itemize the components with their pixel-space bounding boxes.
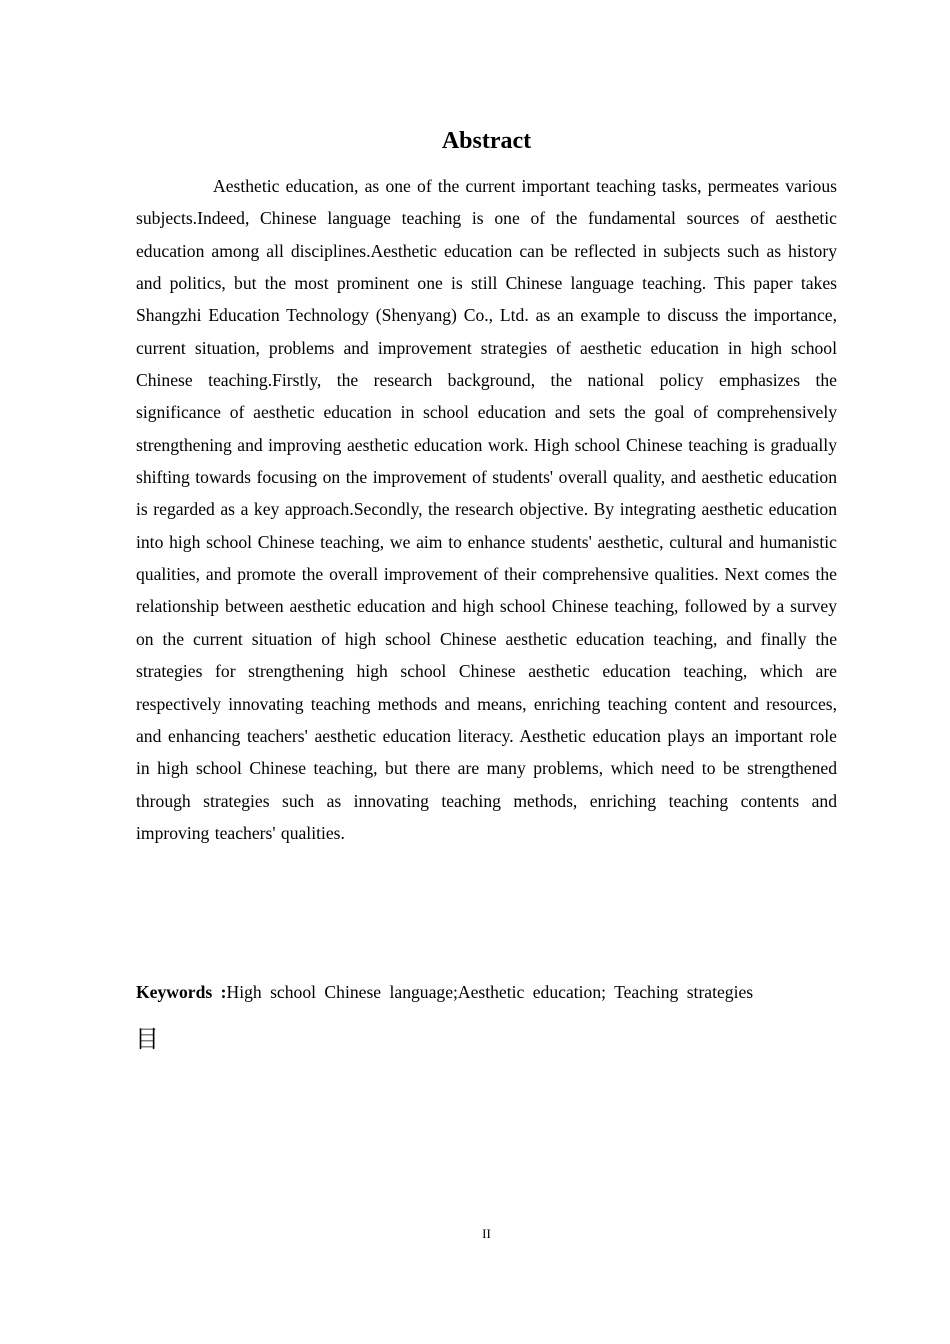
keywords-text: High school Chinese language;Aesthetic education; Teaching strategies [226, 982, 754, 1002]
table-of-contents-heading: 目 [135, 1025, 159, 1053]
abstract-body: Aesthetic education, as one of the current important teaching tasks, permeates various subjects.Indeed, Chinese language teaching is one of the fundamental sources of aesthetic education among all disciplines.Aesthetic education can be reflected in subjects such as history and politics, but the most prominent one is still Chinese language teaching. This paper takes Shangzhi Education Technology (Shenyang) Co., Ltd. as an example to discuss the importance, current situation, problems and improvement strategies of aesthetic education in high school Chinese teaching.Firstly, the research background, the national policy emphasizes the significance of aesthetic education in school education and sets the goal of comprehensively strengthening and improving aesthetic education work. High school Chinese teaching is gradually shifting towards focusing on the improvement of students' overall quality, and aesthetic education is regarded as a key approach.Secondly, the research objective. By integrating aesthetic education into high school Chinese teaching, we aim to enhance students' aesthetic, cultural and humanistic qualities, and promote the overall improvement of their comprehensive qualities. Next comes the relationship between aesthetic education and high school Chinese teaching, followed by a survey on the current situation of high school Chinese aesthetic education teaching, and finally the strategies for strengthening high school Chinese aesthetic education teaching, which are respectively innovating teaching methods and means, enriching teaching content and resources, and enhancing teachers' aesthetic education literacy. Aesthetic education plays an important role in high school Chinese teaching, but there are many problems, which need to be strengthened through strategies such as innovating teaching methods, enriching teaching contents and improving teachers' qualities. [136, 176, 837, 843]
abstract-title: Abstract [441, 128, 532, 154]
keywords-label: Keywords : [136, 982, 227, 1002]
keywords-line [136, 976, 837, 1008]
page-number: II [482, 1226, 491, 1241]
